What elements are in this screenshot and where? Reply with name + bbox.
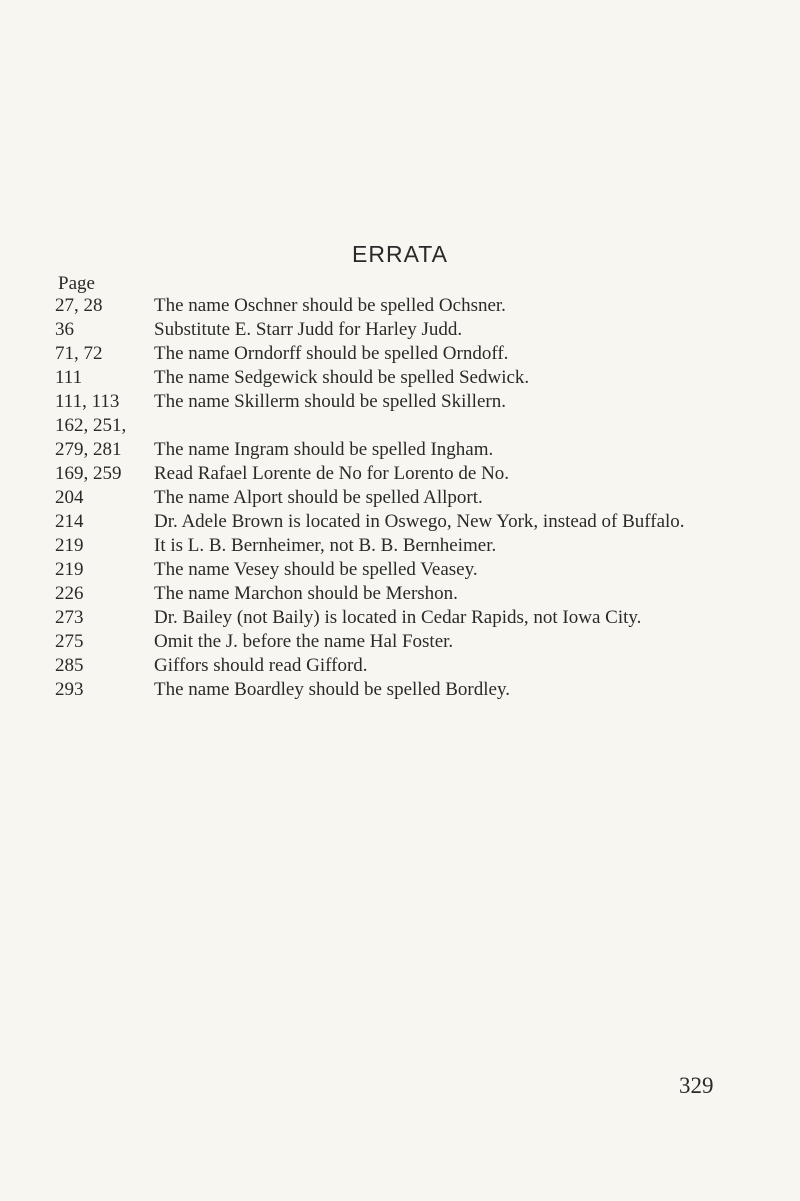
entry-text: Substitute E. Starr Judd for Harley Judd.	[154, 319, 463, 340]
errata-entry	[55, 294, 755, 318]
entry-text: The name Oschner should be spelled Ochsner.	[154, 295, 506, 316]
entry-pages: 214	[55, 511, 84, 532]
entry-text: The name Orndorff should be spelled Orndoff.	[154, 343, 509, 364]
errata-entry	[55, 342, 755, 366]
entry-pages: 111	[55, 367, 83, 388]
entry-pages: 27, 28	[55, 295, 103, 316]
entry-pages: 162, 251,	[55, 415, 127, 436]
errata-entry	[55, 366, 755, 390]
page-column-header: Page	[58, 273, 95, 294]
errata-entry	[55, 414, 755, 438]
entry-text: The name Sedgewick should be spelled Sedwick.	[154, 367, 530, 388]
entry-text: Giffors should read Gifford.	[154, 655, 368, 676]
entry-text: Omit the J. before the name Hal Foster.	[154, 631, 454, 652]
entry-text: The name Skillerm should be spelled Skillern.	[154, 391, 506, 412]
entry-pages: 273	[55, 607, 84, 628]
entry-pages: 111, 113	[55, 391, 120, 412]
entry-text	[154, 414, 755, 438]
errata-entry	[55, 486, 755, 510]
entry-pages: 36	[55, 319, 74, 340]
errata-entry	[55, 534, 755, 558]
entry-pages: 71, 72	[55, 343, 103, 364]
entry-text: Dr. Adele Brown is located in Oswego, New York, instead of Buffalo.	[154, 511, 685, 532]
page-number: 329	[679, 1073, 714, 1098]
errata-entry	[55, 678, 755, 702]
errata-list	[55, 294, 755, 702]
entry-text: The name Vesey should be spelled Veasey.	[154, 559, 478, 580]
errata-entry	[55, 654, 755, 678]
entry-text: It is L. B. Bernheimer, not B. B. Bernheimer.	[154, 535, 497, 556]
entry-pages: 219	[55, 559, 84, 580]
page-title: ERRATA	[352, 241, 448, 267]
entry-pages: 293	[55, 679, 84, 700]
entry-text: The name Boardley should be spelled Bordley.	[154, 679, 510, 700]
errata-entry	[55, 606, 755, 630]
entry-pages: 169, 259	[55, 463, 122, 484]
entry-pages: 204	[55, 487, 84, 508]
entry-text: The name Alport should be spelled Allport.	[154, 487, 483, 508]
errata-entry	[55, 630, 755, 654]
errata-entry	[55, 462, 755, 486]
entry-text: The name Marchon should be Mershon.	[154, 583, 458, 604]
entry-text: The name Ingram should be spelled Ingham.	[154, 439, 494, 460]
errata-entry	[55, 558, 755, 582]
entry-pages: 279, 281	[55, 439, 122, 460]
entry-pages: 285	[55, 655, 84, 676]
errata-entry	[55, 510, 755, 534]
errata-entry	[55, 582, 755, 606]
errata-entry	[55, 438, 755, 462]
entry-pages: 219	[55, 535, 84, 556]
errata-entry	[55, 318, 755, 342]
entry-pages: 275	[55, 631, 84, 652]
entry-pages: 226	[55, 583, 84, 604]
entry-text: Dr. Bailey (not Baily) is located in Cedar Rapids, not Iowa City.	[154, 607, 642, 628]
errata-entry	[55, 390, 755, 414]
entry-text: Read Rafael Lorente de No for Lorento de No.	[154, 463, 510, 484]
